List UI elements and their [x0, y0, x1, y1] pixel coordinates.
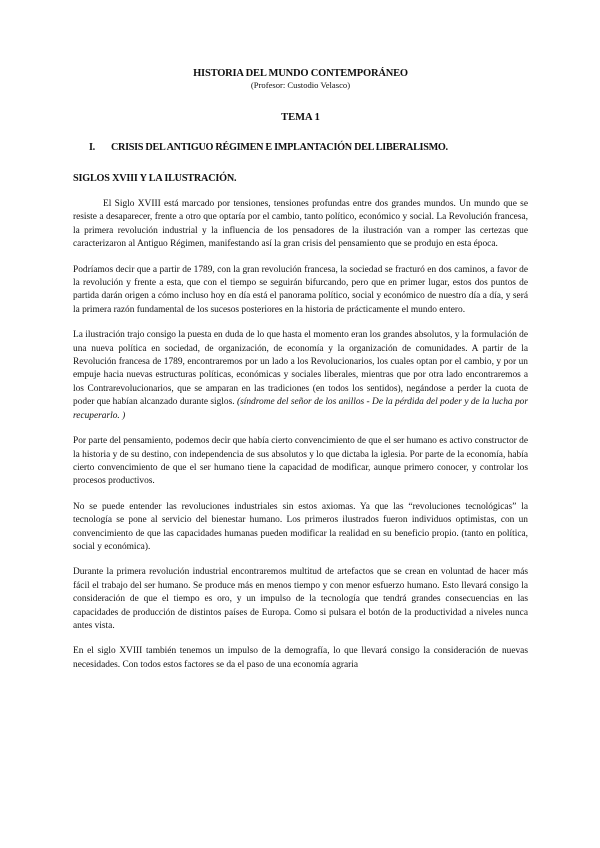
- section-heading: [89, 142, 528, 153]
- paragraph-3-italic-note: (síndrome del señor de los anillos - De la pérdida del poder y de la lucha por recuperarlo. ): [73, 397, 528, 421]
- section-number: I.: [89, 142, 95, 153]
- paragraph-7: En el siglo XVIII también tenemos un impulso de la demografía, lo que llevará consigo la consideración de nuevas necesidades. Con todos estos factores se da el paso de una economía agraria: [73, 646, 528, 670]
- paragraph-3: [73, 329, 528, 423]
- paragraph-6: Durante la primera revolución industrial encontraremos multitud de artefactos que se crean en voluntad de hacer más fácil el trabajo del ser humano. Se produce más en menos tiempo y con menor esfuerzo humano. Esto llevará consigo la consideración de que el tiempo es oro, y un impulso de la tecnología que tendrá grandes consecuencias en las capacidades de producción de distintos países de Europa. Como si pulsara el botón de la productividad a niveles nunca antes vista.: [73, 567, 528, 631]
- subsection-heading: SIGLOS XVIII Y LA ILUSTRACIÓN.: [73, 173, 237, 184]
- paragraph-2: Podríamos decir que a partir de 1789, con la gran revolución francesa, la sociedad se fracturó en dos caminos, a favor de la revolución y frente a esta, que con el tiempo se seguirán bifurcando, pero que en primer lugar, estos dos puntos de partida darán origen a cómo incluso hoy en día está el panorama político, social y económico de nuestro día a día, y será la primera razón fundamental de los sucesos posteriores en la historia de prácticamente el mundo entero.: [73, 264, 528, 315]
- document-title: HISTORIA DEL MUNDO CONTEMPORÁNEO: [193, 68, 408, 79]
- section-title: CRISIS DEL ANTIGUO RÉGIMEN E IMPLANTACIÓN DEL LIBERALISMO.: [111, 142, 448, 153]
- paragraph-5: No se puede entender las revoluciones industriales sin estos axiomas. Ya que las “revoluciones tecnológicas” la tecnología se pone al servicio del bienestar humano. Los primeros ilustrados fueron individuos optimistas, con un convencimiento de que las capacidades humanas pueden modificar la realidad en su beneficio propio. (tanto en política, social y económica).: [73, 501, 528, 552]
- paragraph-3-text: La ilustración trajo consigo la puesta en duda de lo que hasta el momento eran los grandes absolutos, y la formulación de una nueva política en sociedad, de organización, de economía y la organización de comunidades. A partir de la Revolución francesa de 1789, encontraremos por un lado a los Revolucionarios, los cuales optan por el cambio, y por un empuje hacia nuevas estructuras políticas, económicas y sociales liberales, mientras que por otra lado encontraremos a los Contrarevolucionarios, que se amparan en las tradiciones (en todos los sentidos), negándose a perder la cuota de poder que habían alcanzado durante siglos.: [73, 330, 528, 408]
- paragraph-1: El Siglo XVIII está marcado por tensiones, tensiones profundas entre dos grandes mundos. Un mundo que se resiste a desaparecer, frente a otro que optaría por el cambio, tanto político, económico y social. La Revolución francesa, la primera revolución industrial y la influencia de los pensadores de la ilustración van a romper las certezas que caracterizaron al Antiguo Régimen, manifestando así la gran crisis del pensamiento que se produjo en esta época.: [73, 199, 528, 250]
- document-subtitle: (Profesor: Custodio Velasco): [250, 80, 351, 90]
- document-page: [73, 68, 528, 672]
- tema-heading: TEMA 1: [281, 112, 320, 123]
- paragraph-4: Por parte del pensamiento, podemos decir que había cierto convencimiento de que el ser humano es activo constructor de la historia y de su destino, con independencia de sus absolutos y lo que dictaba la iglesia. Por parte de la economía, había cierto convencimiento de que el ser humano tiene la capacidad de modificar, aunque primero conocer, y controlar los procesos productivos.: [73, 436, 528, 487]
